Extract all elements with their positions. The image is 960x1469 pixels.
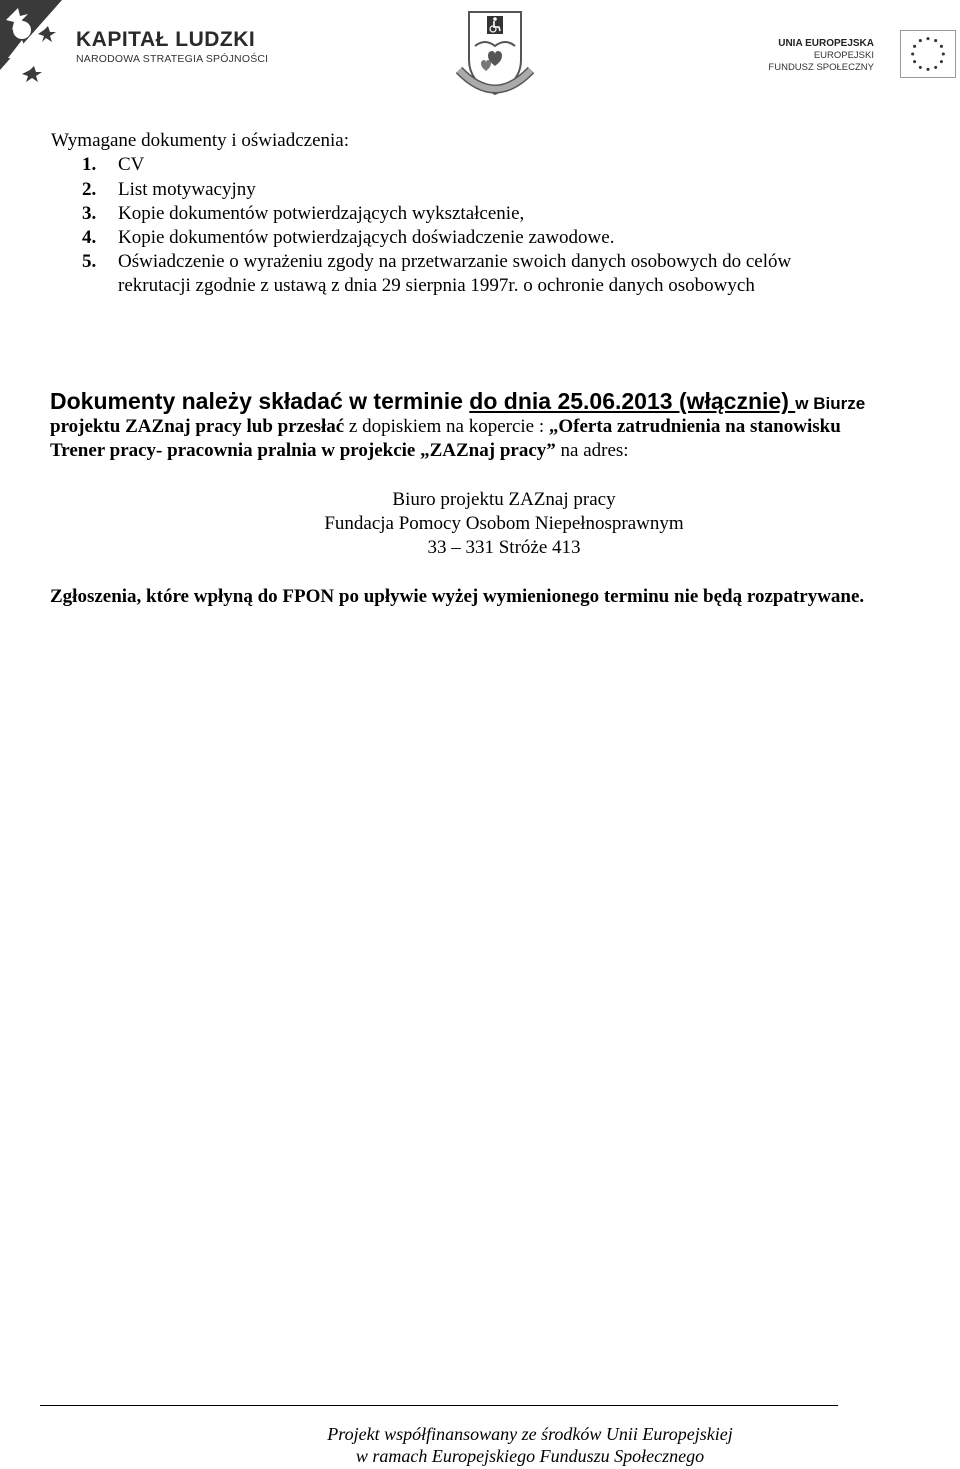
kapital-ludzki-subtitle: NARODOWA STRATEGIA SPÓJNOŚCI [76, 53, 269, 65]
address-line-3: 33 – 331 Stróże 413 [427, 537, 581, 558]
footer-line-1: Projekt współfinansowany ze środków Unii Europejskiej [327, 1424, 733, 1444]
submission-line-2: projektu ZAZnaj pracy lub przesłać z dopiskiem na kopercie : „Oferta zatrudnienia na stanowisku [50, 416, 841, 437]
eu-logo-line3: FUNDUSZ SPOŁECZNY [768, 62, 874, 73]
list-item-continuation: rekrutacji zgodnie z ustawą z dnia 29 sierpnia 1997r. o ochronie danych osobowych [118, 275, 755, 296]
eu-logo-line1: UNIA EUROPEJSKA [778, 38, 874, 49]
eu-logo-line2: EUROPEJSKI [813, 50, 874, 61]
late-submission-notice: Zgłoszenia, które wpłyną do FPON po upływie wyżej wymienionego terminu nie będą rozpatrywane. [50, 586, 865, 607]
submission-line-3: Trener pracy- pracownia pralnia w projekcie „ZAZnaj pracy” na adres: [50, 440, 629, 461]
requirements-heading: Wymagane dokumenty i oświadczenia: [51, 130, 350, 151]
eu-stars-flag-icon [900, 30, 956, 78]
document-page: KAPITAŁ LUDZKI NARODOWA STRATEGIA SPÓJNOŚCI UNIA EUROPEJSKA EUROPEJSKI FUNDUSZ SPOŁECZNY Wymagane dokumenty i oświadczenia: 1. CV 2. List motywacyjny 3. Kopie dokumentów potwierdzających wykształcenie, 4. Kopie dokumentów potwierdzających doświadczenie zawodowe. 5. Oświadczenie o wyrażeniu zgody na przetwarzanie swoich danych osobowych do celów rekrutacji zgodnie z ustawą z dnia 29 sierpnia 1997r. o ochronie danych osobowych Dokumenty należy składać w terminie do dnia 25.06.2013 (włącznie) w Biurze projektu ZAZnaj pracy lub przesłać z dopiskiem na kopercie : „Oferta zatrudnienia na stanowisku Trener pracy- pracownia pralnia w projekcie „ZAZnaj pracy” na adres: Biuro projektu ZAZnaj pracy Fundacja Pomocy Osobom Niepełnosprawnym 33 – 331 Stróże 413 Zgłoszenia, które wpłyną do FPON po upływie wyżej wymienionego terminu nie będą rozpatrywane. Projekt współfinansowany ze środków Unii Europejskiej w ramach Europejskiego Funduszu Społecznego [0, 0, 960, 1469]
kapital-ludzki-title: KAPITAŁ LUDZKI [76, 28, 256, 51]
deadline-line: Dokumenty należy składać w terminie do dnia 25.06.2013 (włącznie) w Biurze [50, 388, 866, 414]
address-line-2: Fundacja Pomocy Osobom Niepełnosprawnym [324, 513, 684, 534]
footer-line-2: w ramach Europejskiego Funduszu Społecznego [355, 1446, 705, 1466]
address-line-1: Biuro projektu ZAZnaj pracy [392, 489, 616, 510]
deadline-date: do dnia 25.06.2013 (włącznie) [469, 388, 796, 414]
kapital-ludzki-logo [0, 0, 269, 85]
eu-logo [770, 30, 960, 80]
kapital-ludzki-emblem-icon [0, 0, 70, 82]
footer-divider [40, 1405, 838, 1406]
foundation-crest-logo [455, 8, 535, 100]
